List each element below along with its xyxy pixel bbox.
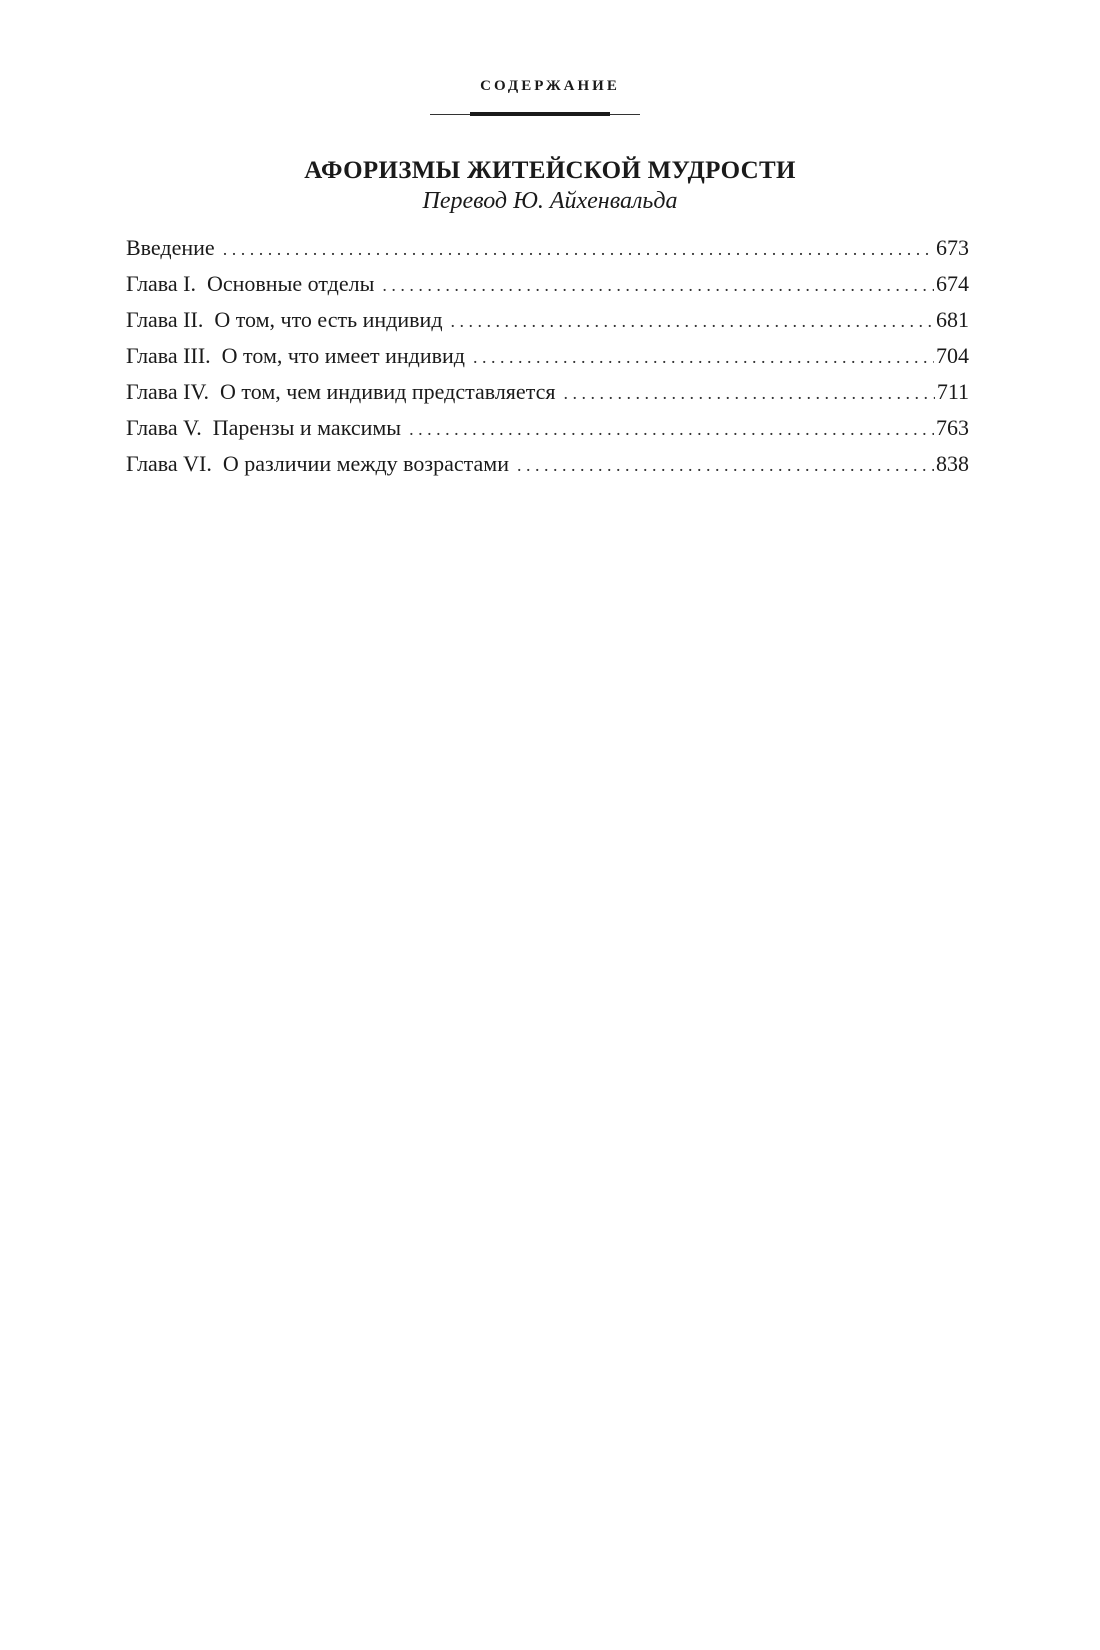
toc-entry-page: 838 [936, 451, 969, 476]
toc-entry-title: Глава I. Основные отделы [126, 271, 375, 296]
section-title: АФОРИЗМЫ ЖИТЕЙСКОЙ МУДРОСТИ [304, 157, 796, 184]
running-head: СОДЕРЖАНИЕ [480, 78, 620, 94]
toc-entry[interactable] [126, 266, 969, 302]
toc-entry[interactable] [126, 374, 969, 410]
toc-entry[interactable] [126, 338, 969, 374]
toc-entry-title: Глава II. О том, что есть индивид [126, 307, 443, 332]
toc-dot-leader [382, 267, 934, 303]
toc-entry-page: 681 [936, 307, 969, 332]
toc-entry-title: Глава III. О том, что имеет индивид [126, 343, 465, 368]
toc-entry-title: Введение [126, 235, 215, 260]
toc-entry-page: 673 [936, 235, 969, 260]
toc-dot-leader [451, 303, 934, 339]
toc-entry-page: 711 [936, 379, 969, 404]
toc-entry[interactable] [126, 410, 969, 446]
section-subtitle: Перевод Ю. Айхенвальда [422, 188, 678, 214]
table-of-contents [126, 230, 969, 482]
toc-entry-title: Глава IV. О том, чем индивид представляется [126, 379, 556, 404]
toc-entry[interactable] [126, 230, 969, 266]
toc-dot-leader [517, 447, 934, 483]
toc-entry-title: Глава V. Парензы и максимы [126, 415, 402, 440]
toc-entry-page: 763 [936, 415, 969, 440]
toc-entry[interactable] [126, 446, 969, 482]
toc-entry[interactable] [126, 302, 969, 338]
toc-entry-page: 674 [936, 271, 969, 296]
running-head-rule-thick [470, 112, 610, 116]
toc-dot-leader [223, 231, 934, 267]
toc-dot-leader [563, 375, 934, 411]
toc-dot-leader [409, 411, 934, 447]
toc-entry-page: 704 [936, 343, 969, 368]
toc-entry-title: Глава VI. О различии между возрастами [126, 451, 509, 476]
toc-dot-leader [473, 339, 934, 375]
